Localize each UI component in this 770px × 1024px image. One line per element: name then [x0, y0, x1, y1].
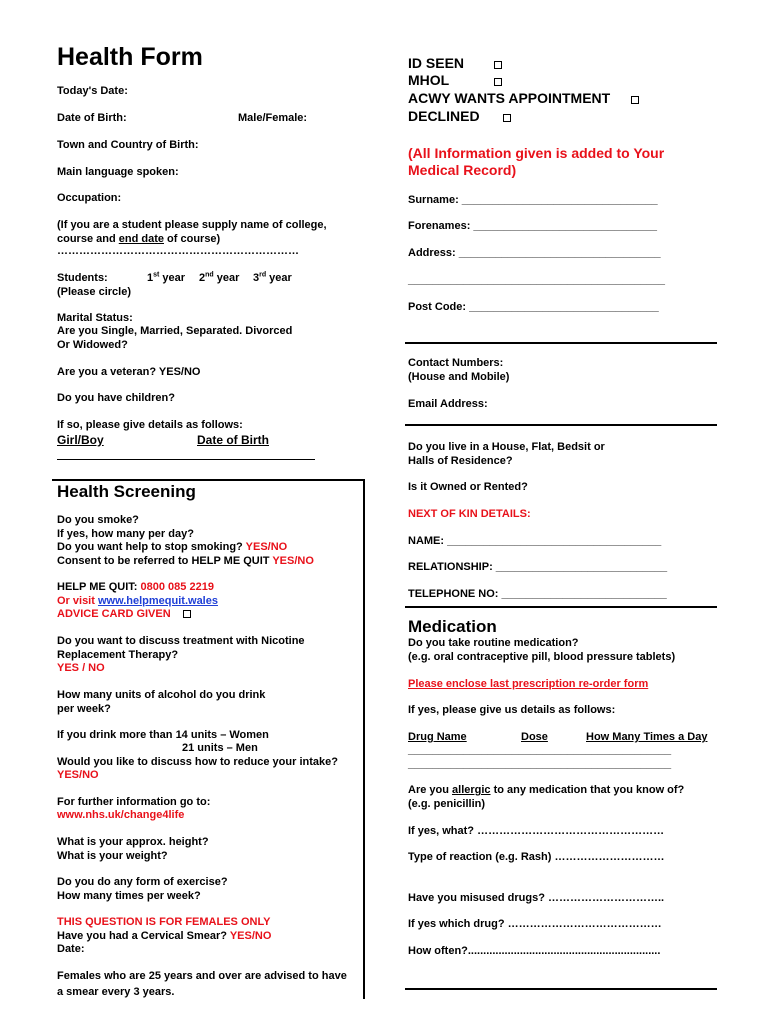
smear-advice-2: a smear every 3 years.	[57, 986, 175, 998]
alcohol-question-2: per week?	[57, 703, 111, 715]
units-women-line: If you drink more than 14 units – Women	[57, 729, 269, 741]
forenames-field[interactable]: Forenames: ______________________________	[408, 220, 657, 232]
marital-status-label: Marital Status:	[57, 312, 133, 324]
smoke-question: Do you smoke?	[57, 514, 139, 526]
form-title: Health Form	[57, 43, 203, 71]
health-screening-heading: Health Screening	[57, 482, 196, 501]
drug-line-2[interactable]: ___________________________________________	[408, 758, 672, 770]
children-line	[57, 459, 315, 460]
allergy-question: Are you allergic to any medication that you know of?	[408, 784, 685, 796]
contact-numbers-label: Contact Numbers:	[408, 357, 504, 369]
how-often-field[interactable]: How often?...............................................................	[408, 945, 661, 957]
units-men-line: 21 units – Men	[182, 742, 258, 754]
marital-question-1: Are you Single, Married, Separated. Divorced	[57, 325, 293, 337]
reduce-intake-yes-no: YES/NO	[57, 769, 99, 781]
students-label: Students:	[57, 272, 108, 284]
divider-bottom	[405, 988, 717, 990]
residence-question-1: Do you live in a House, Flat, Bedsit or	[408, 441, 605, 453]
kin-relationship-field[interactable]: RELATIONSHIP: ____________________________	[408, 561, 668, 573]
dose-header: Dose	[521, 731, 548, 743]
exercise-question-2: How many times per week?	[57, 890, 201, 902]
nrt-question-1: Do you want to discuss treatment with Nicotine	[57, 635, 305, 647]
medication-heading: Medication	[408, 617, 497, 636]
advice-card-checkbox[interactable]	[183, 610, 191, 618]
year-3-option[interactable]: 3rd year	[253, 271, 292, 284]
reaction-type-field[interactable]: Type of reaction (e.g. Rash) …………………………	[408, 851, 665, 863]
medication-details-note: If yes, please give us details as follows:	[408, 704, 616, 716]
id-seen-checkbox[interactable]	[494, 61, 502, 69]
smear-advice-1: Females who are 25 years and over are advised to have	[57, 970, 347, 982]
nrt-yes-no: YES / NO	[57, 662, 105, 674]
smoke-per-day-question: If yes, how many per day?	[57, 528, 194, 540]
next-of-kin-heading: NEXT OF KIN DETAILS:	[408, 508, 531, 520]
please-circle-note: (Please circle)	[57, 286, 131, 298]
times-a-day-header: How Many Times a Day	[586, 731, 708, 743]
kin-telephone-field[interactable]: TELEPHONE NO: ___________________________	[408, 588, 667, 600]
owned-rented-question: Is it Owned or Rented?	[408, 481, 528, 493]
address-line-2[interactable]: __________________________________________	[408, 274, 665, 286]
smear-date-label: Date:	[57, 943, 85, 955]
email-label: Email Address:	[408, 398, 488, 410]
section-divider	[52, 479, 365, 481]
routine-medication-examples: (e.g. oral contraceptive pill, blood pressure tablets)	[408, 651, 676, 663]
help-me-quit-link[interactable]: www.helpmequit.wales	[97, 595, 218, 607]
declined-checkbox[interactable]	[503, 114, 511, 122]
girl-boy-header: Girl/Boy	[57, 433, 104, 447]
occupation-label: Occupation:	[57, 192, 122, 204]
residence-question-2: Halls of Residence?	[408, 455, 513, 467]
weight-question: What is your weight?	[57, 850, 168, 862]
student-note-line1: (If you are a student please supply name of college,	[57, 219, 327, 231]
allergy-example: (e.g. penicillin)	[408, 798, 486, 810]
language-label: Main language spoken:	[57, 166, 179, 178]
alcohol-question-1: How many units of alcohol do you drink	[57, 689, 266, 701]
smear-question: Have you had a Cervical Smear? YES/NO	[57, 930, 272, 942]
year-1-option[interactable]: 1st year	[147, 271, 186, 284]
acwy-label: ACWY WANTS APPOINTMENT	[408, 90, 611, 106]
column-divider	[363, 479, 365, 999]
drug-line-1[interactable]: ___________________________________________	[408, 744, 672, 756]
post-code-field[interactable]: Post Code: _______________________________	[408, 301, 659, 313]
gender-label: Male/Female:	[238, 112, 308, 124]
misused-drugs-field[interactable]: Have you misused drugs? …………………………..	[408, 892, 665, 904]
child-dob-header: Date of Birth	[197, 433, 269, 447]
help-me-quit-line: HELP ME QUIT: 0800 085 2219	[57, 581, 214, 593]
change4life-link[interactable]: www.nhs.uk/change4life	[57, 809, 185, 821]
dob-label: Date of Birth:	[57, 112, 127, 124]
student-note-line2: course and end date of course)	[57, 233, 221, 245]
dotted-line: …………………………………………………………	[57, 245, 299, 257]
children-details-note: If so, please give details as follows:	[57, 419, 243, 431]
veteran-question: Are you a veteran? YES/NO	[57, 366, 201, 378]
divider-residence	[405, 424, 717, 426]
routine-medication-question: Do you take routine medication?	[408, 637, 579, 649]
marital-question-2: Or Widowed?	[57, 339, 128, 351]
declined-label: DECLINED	[408, 108, 480, 124]
height-question: What is your approx. height?	[57, 836, 209, 848]
birthplace-label: Town and Country of Birth:	[57, 139, 199, 151]
contact-numbers-note: (House and Mobile)	[408, 371, 510, 383]
stop-smoking-question: Do you want help to stop smoking? YES/NO	[57, 541, 288, 553]
mhol-checkbox[interactable]	[494, 78, 502, 86]
advice-card-line: ADVICE CARD GIVEN	[57, 608, 191, 621]
further-info-label: For further information go to:	[57, 796, 211, 808]
children-question: Do you have children?	[57, 392, 175, 404]
address-field[interactable]: Address: _________________________________	[408, 247, 661, 259]
surname-field[interactable]: Surname: ________________________________	[408, 194, 658, 206]
divider-contact	[405, 342, 717, 344]
referral-consent-question: Consent to be referred to HELP ME QUIT YES/NO	[57, 555, 314, 567]
mhol-label: MHOL	[408, 72, 450, 88]
visit-line: Or visit www.helpmequit.wales	[57, 595, 218, 607]
kin-name-field[interactable]: NAME: ___________________________________	[408, 535, 662, 547]
id-seen-label: ID SEEN	[408, 55, 465, 71]
allergy-what-field[interactable]: If yes, what? ……………………………………………	[408, 825, 665, 837]
reduce-intake-question: Would you like to discuss how to reduce your intake?	[57, 756, 338, 768]
prescription-note: Please enclose last prescription re-order form	[408, 678, 649, 690]
record-note-2: Medical Record)	[408, 162, 517, 178]
nrt-question-2: Replacement Therapy?	[57, 649, 179, 661]
drug-name-header: Drug Name	[408, 731, 467, 743]
females-only-note: THIS QUESTION IS FOR FEMALES ONLY	[57, 916, 271, 928]
record-note-1: (All Information given is added to Your	[408, 145, 665, 161]
divider-medication	[405, 606, 717, 608]
which-drug-field[interactable]: If yes which drug? ……………………………………	[408, 918, 662, 930]
exercise-question-1: Do you do any form of exercise?	[57, 876, 228, 888]
year-2-option[interactable]: 2nd year	[199, 271, 240, 284]
acwy-checkbox[interactable]	[631, 96, 639, 104]
todays-date-label: Today's Date:	[57, 85, 128, 97]
